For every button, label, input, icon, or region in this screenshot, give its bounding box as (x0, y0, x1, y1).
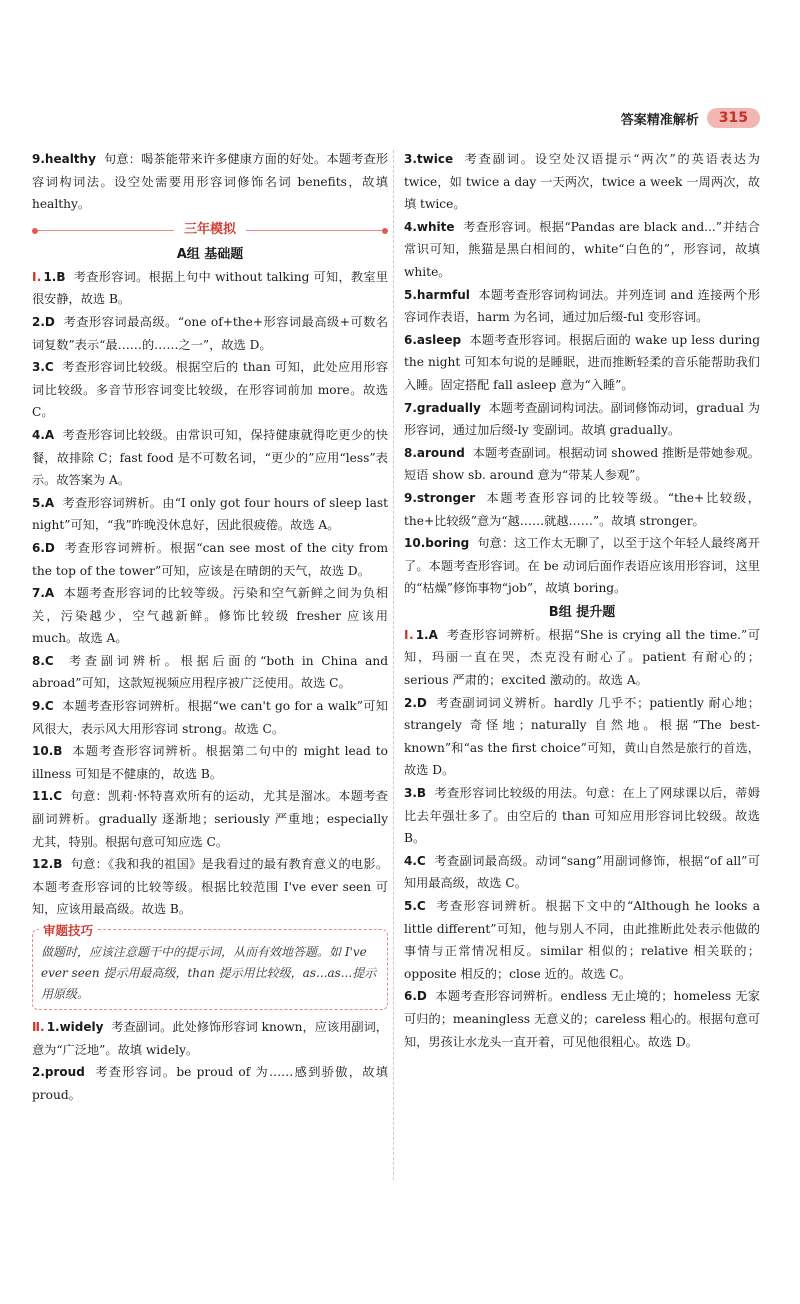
section-three-year-mock (32, 220, 388, 242)
left-column (32, 148, 388, 1106)
answer-entry: 3.B 考查形容词比较级的用法。句意：在上了网球课以后，蒂姆比去年强壮多了。由空后的 than 可知应用形容词比较级。故选 B。 (404, 786, 761, 846)
answer-entry: Ⅱ. 1.widely 考查副词。此处修饰形容词 known，应该用副词，意为“广泛地”。故填 widely。 (32, 1020, 388, 1057)
answer-entry: 4.C 考查副词最高级。动词“sang”用副词修饰，根据“of all”可知用最高级，故选 C。 (404, 853, 760, 891)
answer-entry: 8.C 考查副词辨析。根据后面的“both in China and abroad”可知，这款短视频应用程序被广泛使用。故选 C。 (32, 653, 389, 691)
page-number-badge: 315 (707, 108, 760, 128)
answer-entry: 5.harmful 本题考查形容词构词法。并列连词 and 连接两个形容词作表语，harm 为名词，通过加后缀-ful 变形容词。 (404, 287, 761, 325)
answer-entry: Ⅰ. 1.B 考查形容词。根据上句中 without talking 可知，教室里很安静，故选 B。 (32, 269, 389, 307)
answer-entry: 9.stronger 本题考查形容词的比较等级。“the+比较级，the+比较级”意为“越……就越……”。故填 stronger。 (404, 490, 760, 528)
group-a-title: A组 基础题 (176, 246, 244, 262)
answer-entry: 5.A 考查形容词辨析。由“I only got four hours of sleep last night”可知，“我”昨晚没休息好，因此很疲倦。故选 A。 (32, 495, 389, 533)
tip-text: 做题时，应该注意题干中的提示词，从而有效地答题。如 I've ever seen 提示用最高级，than 提示用比较级，as...as...提示用原级。 (41, 945, 377, 1001)
answer-entry: Ⅰ. 1.A 考查形容词辨析。根据“She is crying all the time.”可知，玛丽一直在哭，杰克没有耐心了。patient 有耐心的；serious 严肃的；excited 激动的。故选 A。 (404, 627, 760, 688)
answer-entry: 3.C 考查形容词比较级。根据空后的 than 可知，此处应用形容词比较级。多音节形容词变比较级，在形容词前加 more。故选 C。 (32, 360, 388, 420)
answer-entry: 9.C 本题考查形容词辨析。根据“we can't go for a walk”可知风很大，表示风大用形容词 strong。故选 C。 (32, 699, 388, 736)
answer-entry: 6.D 考查形容词辨析。根据“can see most of the city from the top of the tower”可知，应该是在晴朗的天气，故选 D。 (32, 540, 389, 578)
answer-entry: 8.around 本题考查副词。根据动词 showed 推断是带她参观。短语 show sb. around 意为“带某人参观”。 (404, 445, 760, 483)
answer-entry: 6.D 本题考查形容词辨析。endless 无止境的；homeless 无家可归的；meaningless 无意义的；careless 粗心的。根据句意可知，男孩让水龙头一直开着，可见他很粗心。故选 D。 (404, 989, 760, 1049)
answer-entry: 3.twice 考查副词。设空处汉语提示“两次”的英语表达为 twice，如 twice a day 一天两次，twice a week 一周两次，故填 twice。 (404, 152, 760, 212)
page-header (621, 108, 760, 128)
answer-entry: 9.healthy 句意：喝茶能带来许多健康方面的好处。本题考查形容词构词法。设空处需要用形容词修饰名词 benefits，故填 healthy。 (32, 152, 389, 212)
answer-entry: 7.gradually 本题考查副词构词法。副词修饰动词，gradual 为形容词，通过加后缀-ly 变副词。故填 gradually。 (404, 400, 760, 438)
answer-entry: 5.C 考查形容词辨析。根据下文中的“Although he looks a little different”可知，他与别人不同，由此推断此处表示他做的事情与正常情况相反。similar 相似的；relative 相关联的；opposite 相反的；close 近的。故选 C。 (404, 899, 760, 981)
answer-entry: 2.D 考查形容词最高级。“one of+the+形容词最高级+可数名词复数”表示“最……的……之一”，故选 D。 (32, 314, 389, 352)
bullet-dot-icon (382, 228, 388, 234)
answer-entry: 11.C 句意：凯莉·怀特喜欢所有的运动，尤其是溜冰。本题考查副词辨析。gradually 逐渐地；seriously 严重地；especially 尤其，特别。根据句意可知应选 C。 (32, 789, 389, 849)
section-title: 三年模拟 (184, 222, 237, 238)
answer-entry: 10.B 本题考查形容词辨析。根据第二句中的 might lead to illness 可知是不健康的，故选 B。 (32, 744, 389, 781)
right-column (404, 148, 760, 1053)
answer-entry: 2.D 考查副词词义辨析。hardly 几乎不；patiently 耐心地；strangely 奇怪地；naturally 自然地。根据“The best-known”和“as the first choice”可知，黄山自然是旅行的首选，故选 D。 (404, 695, 760, 778)
column-divider (393, 150, 394, 1180)
answer-entry: 7.A 本题考查形容词的比较等级。污染和空气新鲜之间为负相关，污染越少，空气越新鲜。修饰比较级 fresher 应该用 much。故选 A。 (32, 586, 389, 646)
answer-entry: 4.A 考查形容词比较级。由常识可知，保持健康就得吃更少的快餐，故排除 C；fast food 是不可数名词，“更少的”应用“less”表示。故答案为 A。 (32, 427, 389, 488)
answer-entry: 6.asleep 本题考查形容词。根据后面的 wake up less during the night 可知本句说的是睡眠，进而推断轻柔的音乐能帮助我们入睡。固定搭配 fall asleep 意为“入睡”。 (404, 332, 760, 392)
group-b-title: B组 提升题 (548, 604, 616, 620)
tip-title: 审题技巧 (39, 920, 97, 943)
answer-entry: 10.boring 句意：这工作太无聊了，以至于这个年轻人最终离开了。本题考查形容词。在 be 动词后面作表语应该用形容词，这里的“枯燥”修饰事物“job”，故填 boring。 (404, 536, 761, 596)
tip-box (32, 923, 388, 1010)
header-title: 答案精准解析 (620, 112, 699, 128)
answer-entry: 4.white 考查形容词。根据“Pandas are black and...”并结合常识可知，熊猫是黑白相间的，white“白色的”，形容词，故填 white。 (404, 219, 760, 279)
answer-entry: 12.B 句意：《我和我的祖国》是我看过的最有教育意义的电影。本题考查形容词的比较等级。根据比较范围 I've ever seen 可知，应该用最高级。故选 B。 (32, 857, 389, 917)
answer-entry: 2.proud 考查形容词。be proud of 为……感到骄傲，故填 proud。 (32, 1065, 388, 1102)
